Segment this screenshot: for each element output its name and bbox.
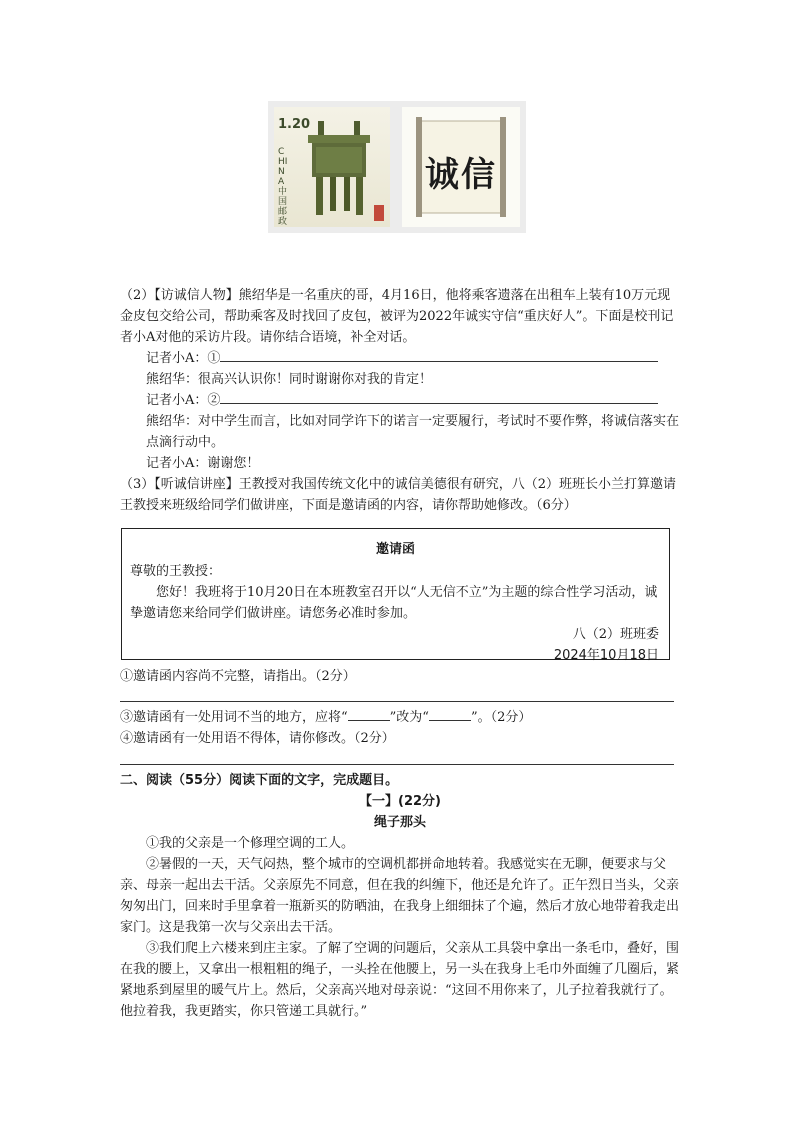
question-3-text: ”。（2分） [470, 710, 532, 725]
stamp-country-text: CHINA中国邮政 [278, 147, 288, 227]
part-heading: 【一】(22分) [359, 794, 441, 809]
section-heading: 二、阅读（55分）阅读下面的文字，完成题目。 [120, 773, 399, 788]
answer-blank-1[interactable] [220, 348, 658, 362]
bronze-ding-icon [274, 107, 390, 227]
answer-blank-3b[interactable] [429, 708, 471, 721]
letter-title: 邀请函 [375, 542, 415, 557]
reading-section [120, 770, 680, 1022]
stamp-image [268, 101, 526, 233]
invitation-letter [121, 528, 670, 663]
letter-salutation: 尊敬的王教授： [130, 564, 222, 579]
article-paragraph: ②暑假的一天，天气闷热，整个城市的空调机都拼命地转着。我感觉实在无聊，便要求与父亲、母亲一起出去干活。父亲原先不同意，但在我的纠缠下，他还是允许了。正午烈日当头，父亲匆匆出门，回来时手里拿着一瓶新买的防晒油，在我身上细细抹了个遍，然后才放心地带着我走出家门。这是我第一次与父亲出去干活。 [120, 857, 680, 935]
letter-questions [120, 666, 680, 687]
answer-blank-2[interactable] [220, 390, 658, 404]
article-title: 绳子那头 [373, 815, 426, 830]
question-4: ④邀请函有一处用语不得体，请你修改。（2分） [120, 731, 395, 746]
dialogue-line: 熊绍华：对中学生而言，比如对同学许下的诺言一定要履行，考试时不要作弊，将诚信落实在点滴行动中。 [146, 414, 680, 450]
article-paragraph: ③我们爬上六楼来到庄主家。了解了空调的问题后，父亲从工具袋中拿出一条毛巾，叠好，围在我的腰上，又拿出一根粗粗的绳子，一头拴在他腰上，另一头在我身上毛巾外面缠了几圈后，紧紧地系到屋里的暖气片上。然后，父亲高兴地对母亲说：“这回不用你来了，儿子拉着我就行了。他拉着我，我更踏实，你只管递工具就行。” [120, 941, 680, 1019]
dialogue-text: 记者小A：① [146, 351, 221, 366]
dialogue-line [120, 348, 680, 369]
letter-body: 您好！我班将于10月20日在本班教室召开以“人无信不立”为主题的综合性学习活动，诚挚邀请您来给同学们做讲座。请您务必准时参加。 [130, 585, 658, 621]
answer-blank-3a[interactable] [348, 708, 390, 721]
calligraphy-text: 诚信 [425, 155, 497, 195]
question-3 [120, 707, 680, 749]
dialogue-line: 记者小A：谢谢您！ [146, 456, 260, 471]
answer-line[interactable] [120, 764, 674, 765]
stamp-bronze-panel [274, 107, 390, 227]
stamp-calligraphy-panel [402, 107, 520, 227]
lecture-intro: （3）【听诚信讲座】王教授对我国传统文化中的诚信美德很有研究，八（2）班班长小兰打算邀请王教授来班级给同学们做讲座，下面是邀请函的内容，请你帮助她修改。（6分） [120, 477, 677, 513]
dialogue-line [120, 390, 680, 411]
question-3-text: ”改为“ [389, 710, 429, 725]
dialogue-line: 熊绍华：很高兴认识你！同时谢谢你对我的肯定！ [146, 372, 433, 387]
interview-section [120, 285, 680, 516]
answer-line[interactable] [120, 701, 674, 702]
article-paragraph: ①我的父亲是一个修理空调的工人。 [146, 836, 355, 851]
letter-date: 2024年10月18日 [553, 648, 659, 663]
question-1: ①邀请函内容尚不完整，请指出。（2分） [120, 669, 356, 684]
stamp-value: 1.20 [278, 117, 311, 132]
letter-signature: 八（2）班班委 [572, 627, 659, 642]
dialogue-text: 记者小A：② [146, 393, 221, 408]
interview-intro: （2）【访诚信人物】熊绍华是一名重庆的哥，4月16日，他将乘客遗落在出租车上装有10万元现金皮包交给公司，帮助乘客及时找回了皮包，被评为2022年诚实守信“重庆好人”。下面是校刊记者小A对他的采访片段。请你结合语境，补全对话。 [120, 288, 674, 345]
question-3-text: ③邀请函有一处用词不当的地方，应将“ [120, 710, 348, 725]
